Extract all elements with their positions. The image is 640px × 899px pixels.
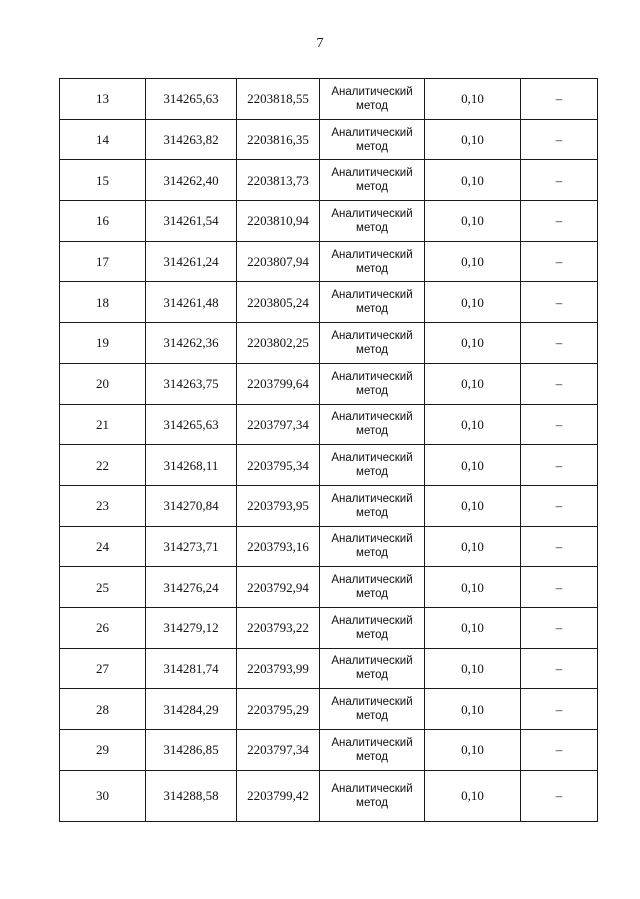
x-coordinate-cell: 314265,63 [146,404,237,445]
method-label-line2: метод [356,303,388,316]
x-coordinate-cell: 314273,71 [146,526,237,567]
table-row [60,201,598,242]
accuracy-value-cell: 0,10 [425,323,521,364]
accuracy-value-cell: 0,10 [425,607,521,648]
empty-dash-cell: – [521,607,598,648]
y-coordinate-cell: 2203793,99 [237,648,320,689]
accuracy-value-cell: 0,10 [425,445,521,486]
method-label-line2: метод [356,343,388,356]
y-coordinate-cell: 2203797,34 [237,404,320,445]
accuracy-value-cell: 0,10 [425,119,521,160]
x-coordinate-cell: 314262,40 [146,160,237,201]
method-cell [320,160,425,201]
y-coordinate-cell: 2203793,16 [237,526,320,567]
point-number-cell: 15 [60,160,146,201]
method-cell [320,730,425,771]
accuracy-value-cell: 0,10 [425,282,521,323]
method-label-line1: Аналитический [331,574,413,587]
table-row [60,770,598,821]
accuracy-value-cell: 0,10 [425,485,521,526]
method-label-line2: метод [356,710,388,723]
method-label-line2: метод [356,221,388,234]
y-coordinate-cell: 2203807,94 [237,241,320,282]
method-label-line1: Аналитический [331,452,413,465]
method-label-line2: метод [356,588,388,601]
y-coordinate-cell: 2203795,34 [237,445,320,486]
x-coordinate-cell: 314261,54 [146,201,237,242]
method-label-line2: метод [356,628,388,641]
table-row [60,648,598,689]
method-cell [320,770,425,821]
y-coordinate-cell: 2203799,42 [237,770,320,821]
x-coordinate-cell: 314281,74 [146,648,237,689]
y-coordinate-cell: 2203799,64 [237,363,320,404]
empty-dash-cell: – [521,485,598,526]
table-row [60,485,598,526]
empty-dash-cell: – [521,689,598,730]
method-cell [320,445,425,486]
method-cell [320,323,425,364]
point-number-cell: 29 [60,730,146,771]
x-coordinate-cell: 314263,82 [146,119,237,160]
y-coordinate-cell: 2203797,34 [237,730,320,771]
empty-dash-cell: – [521,119,598,160]
accuracy-value-cell: 0,10 [425,363,521,404]
empty-dash-cell: – [521,79,598,120]
method-cell [320,648,425,689]
method-label-line1: Аналитический [331,207,413,220]
method-cell [320,485,425,526]
empty-dash-cell: – [521,445,598,486]
accuracy-value-cell: 0,10 [425,404,521,445]
method-cell [320,241,425,282]
table-row [60,160,598,201]
y-coordinate-cell: 2203792,94 [237,567,320,608]
y-coordinate-cell: 2203805,24 [237,282,320,323]
y-coordinate-cell: 2203813,73 [237,160,320,201]
method-label-line2: метод [356,140,388,153]
method-label-line2: метод [356,669,388,682]
table-row [60,282,598,323]
empty-dash-cell: – [521,201,598,242]
method-label-line2: метод [356,384,388,397]
empty-dash-cell: – [521,567,598,608]
accuracy-value-cell: 0,10 [425,689,521,730]
method-cell [320,363,425,404]
method-label-line1: Аналитический [331,329,413,342]
y-coordinate-cell: 2203818,55 [237,79,320,120]
method-label-line1: Аналитический [331,614,413,627]
point-number-cell: 22 [60,445,146,486]
accuracy-value-cell: 0,10 [425,648,521,689]
empty-dash-cell: – [521,363,598,404]
point-number-cell: 14 [60,119,146,160]
method-label-line2: метод [356,750,388,763]
accuracy-value-cell: 0,10 [425,241,521,282]
table-row [60,607,598,648]
empty-dash-cell: – [521,241,598,282]
point-number-cell: 24 [60,526,146,567]
method-label-line2: метод [356,547,388,560]
x-coordinate-cell: 314261,48 [146,282,237,323]
method-label-line2: метод [356,796,388,809]
method-label-line1: Аналитический [331,248,413,261]
table-row [60,526,598,567]
method-label-line1: Аналитический [331,492,413,505]
method-label-line1: Аналитический [331,736,413,749]
y-coordinate-cell: 2203816,35 [237,119,320,160]
table-row [60,119,598,160]
y-coordinate-cell: 2203795,29 [237,689,320,730]
x-coordinate-cell: 314284,29 [146,689,237,730]
empty-dash-cell: – [521,730,598,771]
point-number-cell: 19 [60,323,146,364]
table-row [60,241,598,282]
method-label-line2: метод [356,99,388,112]
page-number: 7 [316,36,324,51]
accuracy-value-cell: 0,10 [425,567,521,608]
method-cell [320,526,425,567]
x-coordinate-cell: 314276,24 [146,567,237,608]
table-row [60,445,598,486]
point-number-cell: 30 [60,770,146,821]
point-number-cell: 28 [60,689,146,730]
method-cell [320,201,425,242]
x-coordinate-cell: 314286,85 [146,730,237,771]
empty-dash-cell: – [521,323,598,364]
table-row [60,404,598,445]
table-row [60,363,598,404]
method-label-line1: Аналитический [331,782,413,795]
y-coordinate-cell: 2203793,95 [237,485,320,526]
empty-dash-cell: – [521,648,598,689]
accuracy-value-cell: 0,10 [425,526,521,567]
method-label-line1: Аналитический [331,167,413,180]
method-label-line2: метод [356,425,388,438]
x-coordinate-cell: 314288,58 [146,770,237,821]
point-number-cell: 23 [60,485,146,526]
point-number-cell: 26 [60,607,146,648]
point-number-cell: 13 [60,79,146,120]
method-label-line1: Аналитический [331,370,413,383]
x-coordinate-cell: 314268,11 [146,445,237,486]
method-cell [320,79,425,120]
method-cell [320,282,425,323]
x-coordinate-cell: 314270,84 [146,485,237,526]
point-number-cell: 21 [60,404,146,445]
method-label-line2: метод [356,506,388,519]
point-number-cell: 20 [60,363,146,404]
empty-dash-cell: – [521,526,598,567]
method-label-line2: метод [356,466,388,479]
accuracy-value-cell: 0,10 [425,201,521,242]
empty-dash-cell: – [521,404,598,445]
point-number-cell: 16 [60,201,146,242]
empty-dash-cell: – [521,160,598,201]
method-label-line1: Аналитический [331,126,413,139]
method-label-line1: Аналитический [331,533,413,546]
method-cell [320,404,425,445]
accuracy-value-cell: 0,10 [425,160,521,201]
accuracy-value-cell: 0,10 [425,730,521,771]
empty-dash-cell: – [521,770,598,821]
method-label-line1: Аналитический [331,289,413,302]
empty-dash-cell: – [521,282,598,323]
method-cell [320,119,425,160]
method-label-line2: метод [356,262,388,275]
x-coordinate-cell: 314279,12 [146,607,237,648]
x-coordinate-cell: 314262,36 [146,323,237,364]
point-number-cell: 25 [60,567,146,608]
point-number-cell: 27 [60,648,146,689]
method-label-line1: Аналитический [331,411,413,424]
table-row [60,79,598,120]
method-cell [320,689,425,730]
method-cell [320,567,425,608]
accuracy-value-cell: 0,10 [425,770,521,821]
y-coordinate-cell: 2203802,25 [237,323,320,364]
method-label-line1: Аналитический [331,655,413,668]
coordinates-table-body [60,79,598,822]
method-label-line2: метод [356,181,388,194]
coordinates-table [59,78,598,822]
x-coordinate-cell: 314261,24 [146,241,237,282]
accuracy-value-cell: 0,10 [425,79,521,120]
method-cell [320,607,425,648]
y-coordinate-cell: 2203810,94 [237,201,320,242]
x-coordinate-cell: 314263,75 [146,363,237,404]
y-coordinate-cell: 2203793,22 [237,607,320,648]
method-label-line1: Аналитический [331,85,413,98]
x-coordinate-cell: 314265,63 [146,79,237,120]
table-row [60,323,598,364]
table-row [60,567,598,608]
table-row [60,730,598,771]
method-label-line1: Аналитический [331,696,413,709]
table-row [60,689,598,730]
point-number-cell: 18 [60,282,146,323]
point-number-cell: 17 [60,241,146,282]
